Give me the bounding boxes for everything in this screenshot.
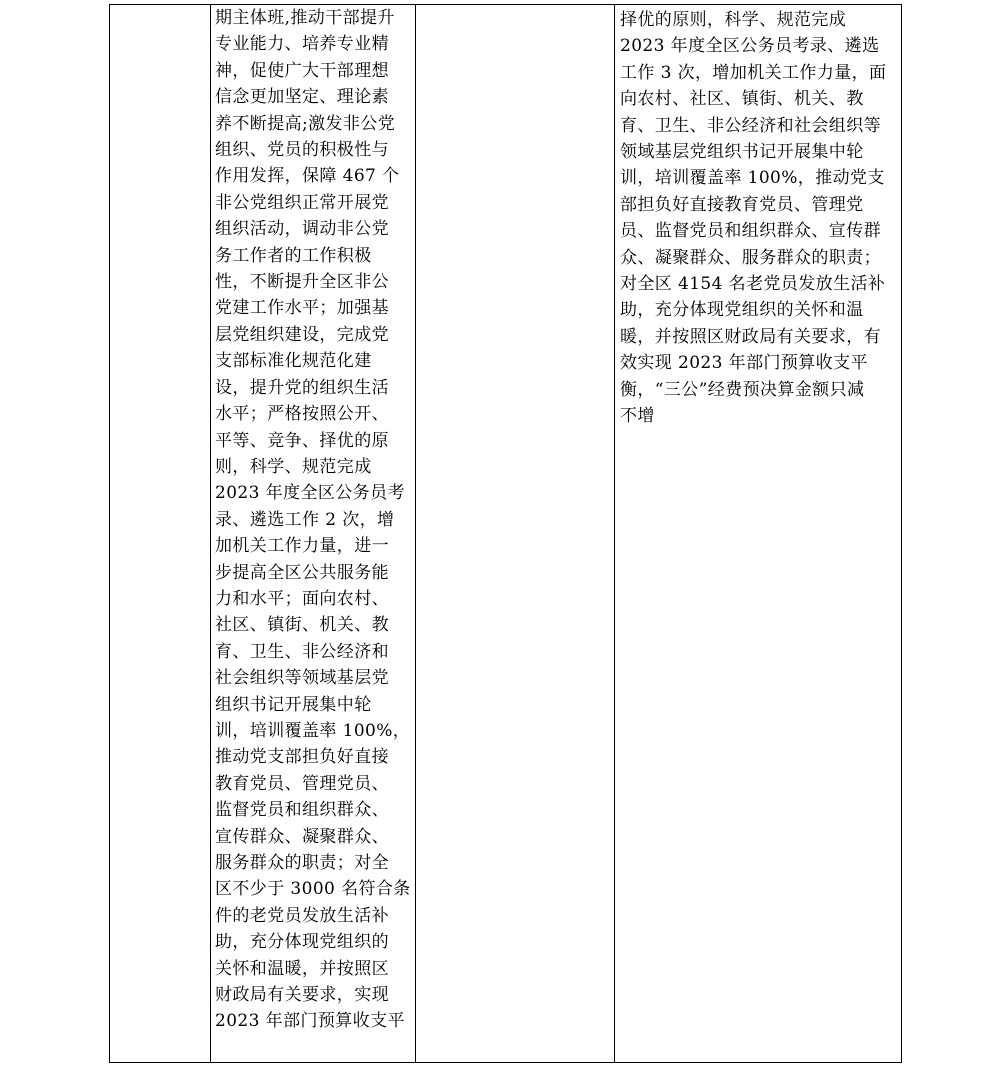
text-line: 训，培训覆盖率 100%， bbox=[215, 720, 411, 741]
text-line: 监督党员和组织群众、 bbox=[215, 800, 389, 821]
text-line: 加机关工作力量，进一 bbox=[215, 536, 389, 557]
performance-table bbox=[109, 4, 902, 1063]
text-line: 录、遴选工作 2 次，增 bbox=[215, 509, 395, 530]
text-line: 力和水平；面向农村、 bbox=[215, 588, 389, 609]
text-line: 非公党组织正常开展党 bbox=[215, 192, 389, 213]
text-line: 组织、党员的积极性与 bbox=[215, 140, 389, 161]
text-line: 组织书记开展集中轮 bbox=[215, 694, 372, 715]
table-row bbox=[110, 5, 902, 1063]
text-line: 宣传群众、凝聚群众、 bbox=[215, 826, 389, 847]
text-line: 层党组织建设，完成党 bbox=[215, 324, 389, 345]
text-line: 领域基层党组织书记开展集中轮 bbox=[620, 142, 864, 163]
text-line: 党建工作水平；加强基 bbox=[215, 298, 389, 319]
text-line: 推动党支部担负好直接 bbox=[215, 747, 389, 768]
text-line: 社区、镇街、机关、教 bbox=[215, 615, 389, 636]
text-line: 区不少于 3000 名符合条 bbox=[215, 879, 411, 900]
text-line: 设，提升党的组织生活 bbox=[215, 377, 389, 398]
cell-col4-text bbox=[615, 5, 901, 430]
text-line: 对全区 4154 名老党员发放生活补 bbox=[620, 274, 886, 295]
text-line: 2023 年度全区公务员考 bbox=[215, 483, 405, 504]
text-line: 向农村、社区、镇街、机关、教 bbox=[620, 89, 864, 110]
table-cell-col3 bbox=[416, 5, 615, 1063]
table-cell-col2 bbox=[211, 5, 416, 1063]
text-line: 不增 bbox=[620, 406, 655, 427]
text-line: 工作 3 次，增加机关工作力量，面 bbox=[620, 62, 887, 83]
text-line: 件的老党员发放生活补 bbox=[215, 905, 389, 926]
cell-col2-text bbox=[211, 5, 415, 1035]
text-line: 助，充分体现党组织的关怀和温 bbox=[620, 300, 864, 321]
text-line: 神，促使广大干部理想 bbox=[215, 60, 389, 81]
text-line: 平等、竞争、择优的原 bbox=[215, 430, 389, 451]
text-line: 服务群众的职责；对全 bbox=[215, 853, 389, 873]
text-line: 育、卫生、非公经济和社会组织等 bbox=[620, 115, 881, 136]
text-line: 关怀和温暖，并按照区 bbox=[215, 958, 389, 979]
text-line: 组织活动，调动非公党 bbox=[215, 219, 389, 240]
table-cell-col4 bbox=[615, 5, 902, 1063]
text-line: 水平；严格按照公开、 bbox=[215, 404, 389, 425]
text-line: 训，培训覆盖率 100%，推动党支 bbox=[620, 168, 885, 189]
text-line: 部担负好直接教育党员、管理党 bbox=[620, 194, 864, 215]
text-line: 众、凝聚群众、服务群众的职责； bbox=[620, 247, 881, 268]
text-line: 养不断提高;激发非公党 bbox=[215, 113, 396, 134]
text-line: 2023 年度全区公务员考录、遴选 bbox=[620, 36, 880, 57]
table-cell-col1 bbox=[110, 5, 211, 1063]
text-line: 步提高全区公共服务能 bbox=[215, 562, 389, 583]
text-line: 信念更加坚定、理论素 bbox=[215, 87, 389, 108]
text-line: 则，科学、规范完成 bbox=[215, 456, 372, 477]
text-line: 作用发挥，保障 467 个 bbox=[215, 166, 400, 187]
text-line: 性，不断提升全区非公 bbox=[215, 272, 389, 293]
text-line: 暖，并按照区财政局有关要求，有 bbox=[620, 326, 881, 347]
text-line: 专业能力、培养专业精 bbox=[215, 34, 389, 55]
text-line: 助，充分体现党组织的 bbox=[215, 932, 389, 953]
text-line: 衡，“三公”经费预决算金额只减 bbox=[620, 379, 865, 400]
text-line: 教育党员、管理党员、 bbox=[215, 773, 389, 794]
text-line: 育、卫生、非公经济和 bbox=[215, 641, 389, 662]
text-line: 效实现 2023 年部门预算收支平 bbox=[620, 353, 868, 374]
text-line: 2023 年部门预算收支平 bbox=[215, 1011, 405, 1032]
text-line: 财政局有关要求，实现 bbox=[215, 985, 389, 1006]
text-line: 期主体班,推动干部提升 bbox=[215, 8, 395, 28]
text-line: 员、监督党员和组织群众、宣传群 bbox=[620, 221, 881, 242]
text-line: 择优的原则，科学、规范完成 bbox=[620, 10, 847, 30]
text-line: 务工作者的工作积极 bbox=[215, 245, 372, 266]
text-line: 支部标准化规范化建 bbox=[215, 351, 372, 372]
text-line: 社会组织等领域基层党 bbox=[215, 668, 389, 689]
